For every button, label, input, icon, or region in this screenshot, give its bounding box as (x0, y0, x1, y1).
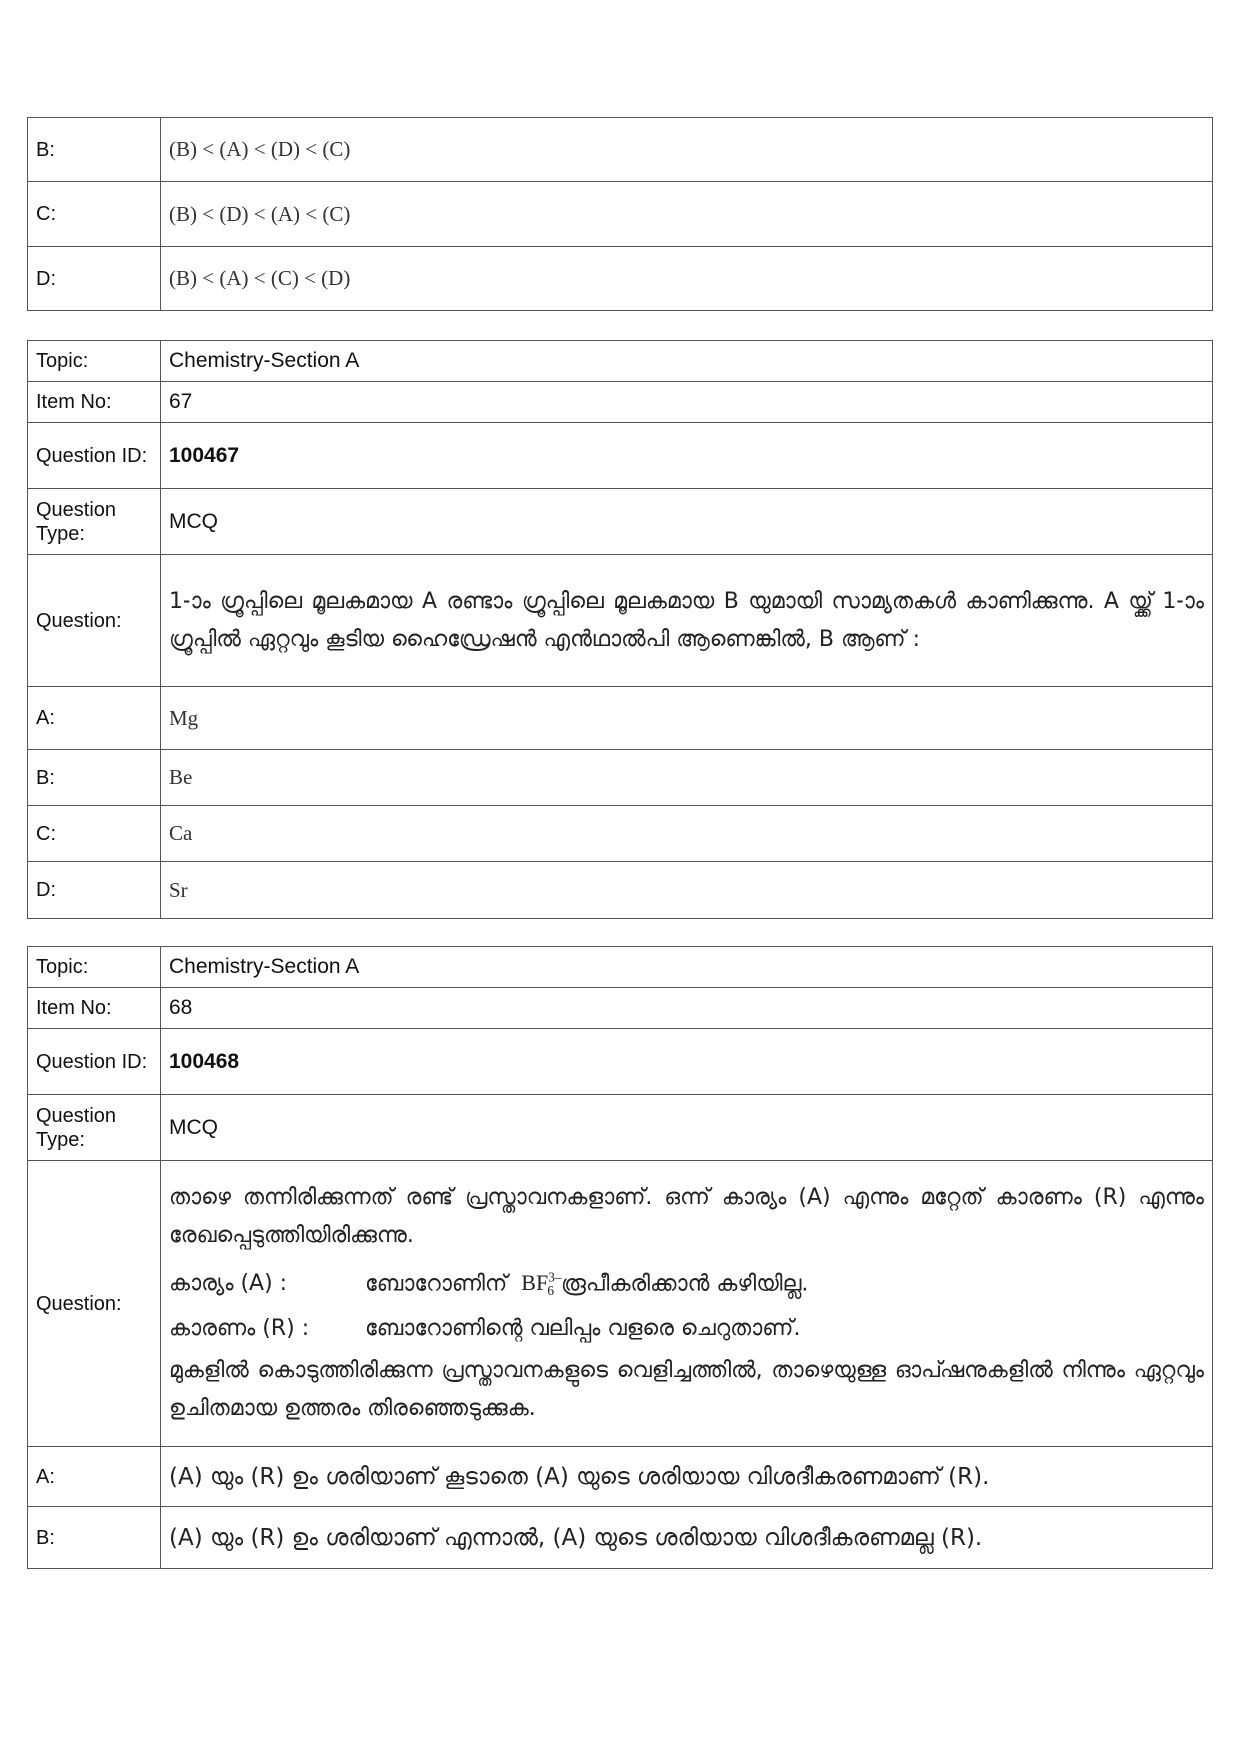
question-id-value: 100468 (161, 1029, 1213, 1095)
option-label: A: (28, 1447, 161, 1507)
question-id-row (28, 1029, 1213, 1095)
reason-key: കാരണം (R) : (169, 1316, 310, 1342)
option-value: (B) < (A) < (C) < (D) (161, 247, 1213, 311)
option-label: B: (28, 750, 161, 806)
previous-question-options-table (27, 117, 1213, 311)
question-type-value: MCQ (161, 489, 1213, 555)
question-row (28, 555, 1213, 687)
option-label: B: (28, 118, 161, 182)
question-text: 1-ാം ഗ്രൂപ്പിലെ മൂലകമായ A രണ്ടാം ഗ്രൂപ്പിലെ മൂലകമായ B യുമായി സാമ്യതകൾ കാണിക്കുന്നു. A യ്ക്ക് 1-ാം ഗ്രൂപ്പിൽ ഏറ്റവും കൂടിയ ഹൈഡ്രേഷൻ എൻഥാൽപി ആണെങ്കിൽ, B ആണ് : (161, 555, 1213, 687)
topic-row (28, 947, 1213, 988)
option-value: Be (161, 750, 1213, 806)
assertion-post: രൂപീകരിക്കാൻ കഴിയില്ല. (561, 1270, 809, 1296)
question-id-label: Question ID: (28, 1029, 161, 1095)
option-label: A: (28, 687, 161, 750)
option-value: Ca (161, 806, 1213, 862)
reason-line (169, 1310, 1204, 1348)
option-row (28, 118, 1213, 182)
question-id-label: Question ID: (28, 423, 161, 489)
option-value: (B) < (A) < (D) < (C) (161, 118, 1213, 182)
option-value: Sr (161, 862, 1213, 919)
assertion-key: കാര്യം (A) : (169, 1270, 288, 1296)
formula-charge: 3– (548, 1269, 562, 1285)
item-no-label: Item No: (28, 382, 161, 423)
item-no-row (28, 988, 1213, 1029)
item-no-value: 68 (161, 988, 1213, 1029)
item-no-label: Item No: (28, 988, 161, 1029)
question-type-row (28, 1095, 1213, 1161)
question-row (28, 1161, 1213, 1447)
question-body (161, 1161, 1213, 1447)
option-row (28, 687, 1213, 750)
option-label: C: (28, 182, 161, 247)
reason-text: ബോറോണിന്റെ വലിപ്പം വളരെ ചെറുതാണ്. (365, 1316, 801, 1342)
option-value: (A) യും (R) ഉം ശരിയാണ് എന്നാൽ, (A) യുടെ ശരിയായ വിശദീകരണമല്ല (R). (161, 1507, 1213, 1569)
question-type-value: MCQ (161, 1095, 1213, 1161)
option-label: D: (28, 862, 161, 919)
option-value: (A) യും (R) ഉം ശരിയാണ് കൂടാതെ (A) യുടെ ശരിയായ വിശദീകരണമാണ് (R). (161, 1447, 1213, 1507)
question-label: Question: (28, 555, 161, 687)
topic-label: Topic: (28, 341, 161, 382)
option-row (28, 1447, 1213, 1507)
question-68-table (27, 946, 1213, 1569)
option-value: (B) < (D) < (A) < (C) (161, 182, 1213, 247)
option-row (28, 247, 1213, 311)
question-type-label: Question Type: (28, 1095, 161, 1161)
topic-value: Chemistry-Section A (161, 947, 1213, 988)
topic-value: Chemistry-Section A (161, 341, 1213, 382)
option-row (28, 862, 1213, 919)
item-no-value: 67 (161, 382, 1213, 423)
option-value: Mg (161, 687, 1213, 750)
option-row (28, 182, 1213, 247)
assertion-formula (521, 1269, 562, 1299)
question-intro: താഴെ തന്നിരിക്കുന്നത് രണ്ട് പ്രസ്താവനകളാണ്. ഒന്ന് കാര്യം (A) എന്നും മറ്റേത് കാരണം (R) എന്നും രേഖപ്പെടുത്തിയിരിക്കുന്നു. (169, 1184, 1204, 1248)
assertion-text (365, 1259, 808, 1311)
question-instruction: മുകളിൽ കൊടുത്തിരിക്കുന്ന പ്രസ്താവനകളുടെ വെളിച്ചത്തിൽ, താഴെയുള്ള ഓപ്ഷനുകളിൽ നിന്നും ഏറ്റവും ഉചിതമായ ഉത്തരം തിരഞ്ഞെടുക്കുക. (169, 1358, 1204, 1422)
formula-subscript: 6 (547, 1283, 554, 1299)
option-row (28, 750, 1213, 806)
item-no-row (28, 382, 1213, 423)
question-label: Question: (28, 1161, 161, 1447)
formula-base: BF (521, 1269, 549, 1295)
question-id-value: 100467 (161, 423, 1213, 489)
option-label: B: (28, 1507, 161, 1569)
assertion-line (169, 1259, 1204, 1311)
option-row (28, 806, 1213, 862)
topic-label: Topic: (28, 947, 161, 988)
question-id-row (28, 423, 1213, 489)
option-row (28, 1507, 1213, 1569)
question-type-row (28, 489, 1213, 555)
question-type-label: Question Type: (28, 489, 161, 555)
topic-row (28, 341, 1213, 382)
option-label: C: (28, 806, 161, 862)
question-67-table (27, 340, 1213, 919)
assertion-pre: ബോറോണിന് (365, 1270, 508, 1296)
option-label: D: (28, 247, 161, 311)
